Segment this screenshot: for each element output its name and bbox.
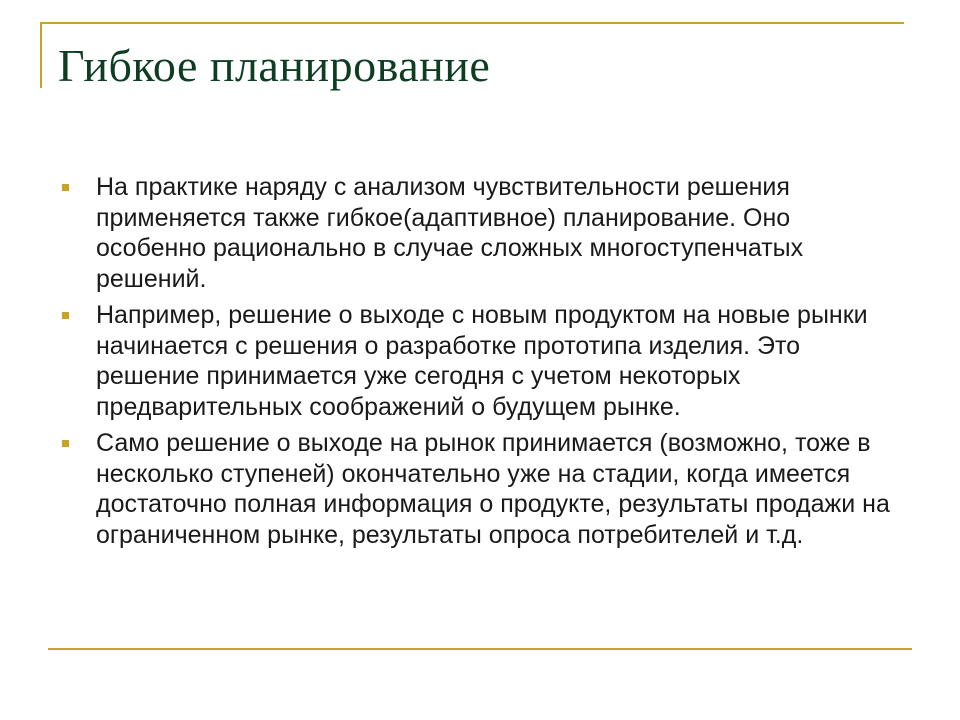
left-frame-line [40,22,42,88]
bullet-item [60,172,900,294]
top-frame-line [40,22,904,24]
bullet-list [60,172,900,556]
square-bullet-icon [62,312,69,319]
bullet-text: На практике наряду с анализом чувствительности решения применяется также гибкое(адаптивное) планирование. Оно особенно рационально в случае сложных многоступенчатых решений. [96,173,804,293]
bullet-text: Само решение о выходе на рынок принимается (возможно, тоже в несколько ступеней) окончательно уже на стадии, когда имеется достаточно полная информация о продукте, результаты продажи на ограниченном рынке, результаты опроса потребителей и т.д. [96,429,890,549]
bullet-item [60,300,900,422]
square-bullet-icon [62,184,69,191]
square-bullet-icon [62,440,69,447]
bottom-frame-line [48,648,912,650]
slide-title: Гибкое планирование [58,40,491,91]
bullet-item [60,428,900,550]
bullet-text: Например, решение о выходе с новым продуктом на новые рынки начинается с решения о разработке прототипа изделия. Это решение принимается уже сегодня с учетом некоторых предварительных соображений о будущем рынке. [96,301,868,421]
